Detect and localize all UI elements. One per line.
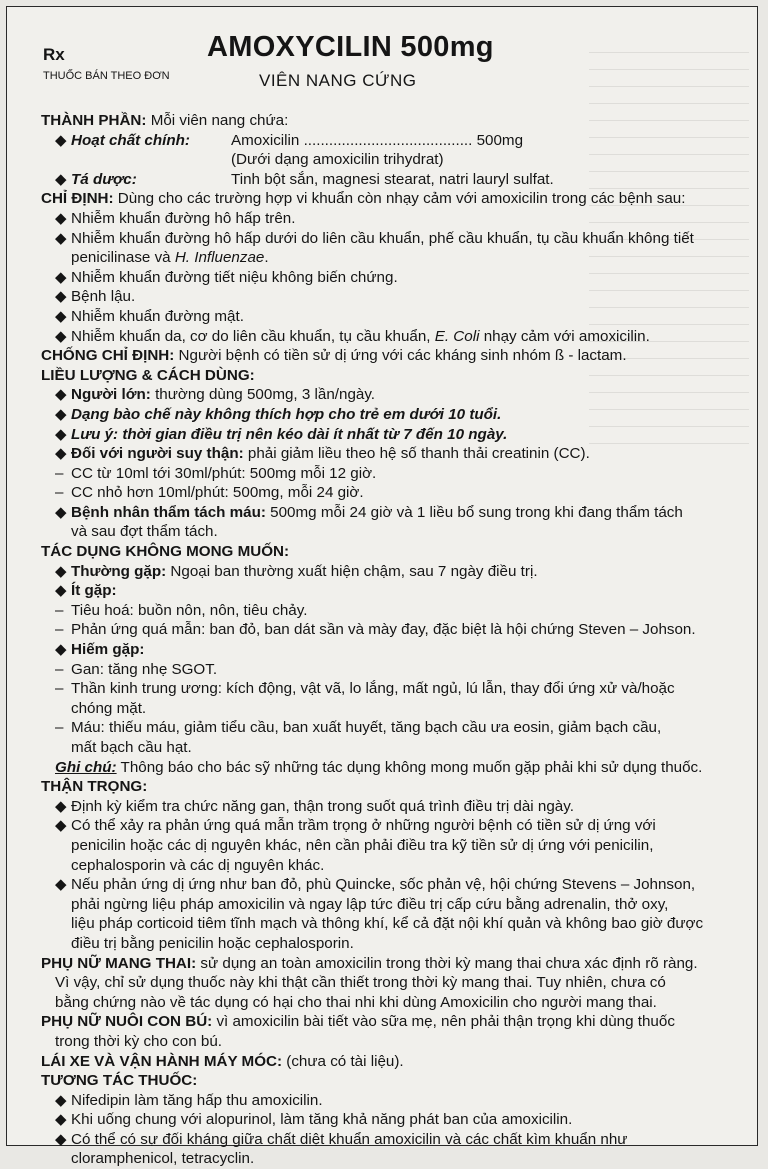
diamond-bullet-icon: ◆ <box>55 1091 67 1109</box>
indications-intro: Dùng cho các trường hợp vi khuẩn còn nhạy cảm với amoxicilin trong các bệnh sau: <box>113 190 686 208</box>
rx-mark: Rx <box>43 45 65 64</box>
diamond-bullet-icon: ◆ <box>55 288 67 306</box>
active-ingredient-label: Hoạt chất chính: <box>71 131 190 149</box>
driving-section: LÁI XE VÀ VẬN HÀNH MÁY MÓC: (chưa có tài liệu). <box>41 1052 404 1070</box>
diamond-bullet-icon: ◆ <box>55 425 67 443</box>
side-effect-item: – Phản ứng quá mẫn: ban đỏ, ban dát sần và mày đay, đặc biệt là hội chứng Steven – Johson. <box>55 621 696 639</box>
indications-heading: CHỈ ĐỊNH: <box>41 190 114 208</box>
excipient-label: Tá dược: <box>71 170 137 188</box>
diamond-bullet-icon: ◆ <box>55 268 67 286</box>
indication-item: ◆ Bệnh lậu. <box>55 288 136 306</box>
diamond-bullet-icon: ◆ <box>55 170 67 188</box>
driving-heading: LÁI XE VÀ VẬN HÀNH MÁY MÓC: <box>41 1052 283 1070</box>
indication-item: ◆ Nhiễm khuẩn đường mật. <box>55 307 244 325</box>
indication-item: ◆ Nhiễm khuẩn đường hô hấp dưới do liên cầu khuẩn, phế cầu khuẩn, tụ cầu khuẩn không tiết penicilinase và H. Influenzae. <box>55 229 694 267</box>
precaution-item: ◆ Định kỳ kiểm tra chức năng gan, thận trong suốt quá trình điều trị dài ngày. <box>55 797 574 815</box>
side-effect-item: – Thần kinh trung ương: kích động, vật vã, lo lắng, mất ngủ, lú lẫn, thay đổi ứng xử và/hoặc chóng mặt. <box>55 680 675 717</box>
active-ingredient-value: Amoxicilin ........................................ 500mg <box>231 131 524 149</box>
indication-item: ◆ Nhiễm khuẩn da, cơ do liên cầu khuẩn, tụ cầu khuẩn, E. Coli nhạy cảm với amoxicilin. <box>55 327 650 345</box>
side-effect-item: – Gan: tăng nhẹ SGOT. <box>55 660 218 678</box>
diamond-bullet-icon: ◆ <box>55 307 67 325</box>
contraindications-heading: CHỐNG CHỈ ĐỊNH: <box>41 347 175 365</box>
leaflet-sheet <box>6 6 758 1168</box>
diamond-bullet-icon: ◆ <box>55 1111 67 1129</box>
dosage-heading: LIỀU LƯỢNG & CÁCH DÙNG: <box>41 366 255 384</box>
leaflet-content <box>41 111 749 1169</box>
side-effects-uncommon: ◆ Ít gặp: <box>55 582 117 600</box>
dosage-adult: ◆ Người lớn: thường dùng 500mg, 3 lần/ngày. <box>55 386 376 404</box>
interactions-heading: TƯƠNG TÁC THUỐC: <box>41 1072 198 1090</box>
excipient-value: Tinh bột sắn, magnesi stearat, natri lauryl sulfat. <box>231 170 554 188</box>
dosage-cc-item: – CC từ 10ml tới 30ml/phút: 500mg mỗi 12 giờ. <box>55 464 377 482</box>
dosage-dialysis: ◆ Bệnh nhân thẩm tách máu: 500mg mỗi 24 giờ và 1 liều bổ sung trong khi đang thẩm tách và sau đợt thẩm tách. <box>55 503 683 541</box>
product-form: VIÊN NANG CỨNG <box>259 71 417 90</box>
pregnancy-text: Vì vậy, chỉ sử dụng thuốc này khi thật cần thiết trong thời kỳ mang thai. Tuy nhiên, chưa có bằng chứng nào về tác dụng có hại cho thai nhi khi dùng Amoxicilin cho người mang thai. <box>55 974 666 1011</box>
diamond-bullet-icon: ◆ <box>55 1130 67 1148</box>
composition-heading: THÀNH PHẦN: <box>41 112 147 129</box>
interaction-item: ◆ Có thể có sự đối kháng giữa chất diệt khuẩn amoxicilin và các chất kìm khuẩn như cloramphenicol, tetracyclin. <box>55 1130 628 1168</box>
diamond-bullet-icon: ◆ <box>55 641 67 659</box>
product-title: AMOXYCILIN 500mg <box>207 31 494 63</box>
active-ingredient-note: (Dưới dạng amoxicilin trihydrat) <box>231 151 444 169</box>
excipient-row <box>41 170 749 190</box>
diamond-bullet-icon: ◆ <box>55 503 67 521</box>
dosage-caution: ◆ Lưu ý: thời gian điều trị nên kéo dài ít nhất từ 7 đến 10 ngày. <box>55 425 508 443</box>
diamond-bullet-icon: ◆ <box>55 876 67 894</box>
breastfeeding-text: trong thời kỳ cho con bú. <box>55 1032 222 1050</box>
indication-item: ◆ Nhiễm khuẩn đường hô hấp trên. <box>55 209 296 227</box>
diamond-bullet-icon: ◆ <box>55 386 67 404</box>
indication-item: ◆ Nhiễm khuẩn đường tiết niệu không biến chứng. <box>55 268 398 286</box>
diamond-bullet-icon: ◆ <box>55 562 67 580</box>
diamond-bullet-icon: ◆ <box>55 405 67 423</box>
composition-section <box>41 111 749 131</box>
interaction-item: ◆ Khi uống chung với alopurinol, làm tăng khả năng phát ban của amoxicilin. <box>55 1111 573 1129</box>
pregnancy-heading: PHỤ NỮ MANG THAI: <box>41 954 197 972</box>
diamond-bullet-icon: ◆ <box>55 327 67 345</box>
precautions-heading: THẬN TRỌNG: <box>41 778 148 796</box>
contraindications-section <box>41 346 749 366</box>
precaution-item: ◆ Nếu phản ứng dị ứng như ban đỏ, phù Quincke, sốc phản vệ, hội chứng Stevens – Johnson, phải ngừng liệu pháp amoxicilin và ngay lập tức điều trị cấp cứu bằng adrenalin, thở oxy, liệu pháp corticoid tiêm tĩnh mạch và thông khí, kể cả đặt nội khí quản và không bao giờ được điều trị bằng penicilin hoặc cephalosporin. <box>55 876 704 952</box>
diamond-bullet-icon: ◆ <box>55 445 67 463</box>
side-effects-note: Ghi chú: Thông báo cho bác sỹ những tác dụng không mong muốn gặp phải khi sử dụng thuốc. <box>55 758 703 776</box>
composition-intro: Mỗi viên nang chứa: <box>146 112 289 129</box>
pregnancy-section: PHỤ NỮ MANG THAI: sử dụng an toàn amoxicilin trong thời kỳ mang thai chưa xác định rõ ràng. <box>41 954 698 972</box>
dosage-cc-item: – CC nhỏ hơn 10ml/phút: 500mg, mỗi 24 giờ. <box>55 484 364 502</box>
side-effects-common: ◆ Thường gặp: Ngoại ban thường xuất hiện chậm, sau 7 ngày điều trị. <box>55 562 538 580</box>
side-effect-item: – Tiêu hoá: buồn nôn, nôn, tiêu chảy. <box>55 601 308 619</box>
dosage-renal: ◆ Đối với người suy thận: phải giảm liều theo hệ số thanh thải creatinin (CC). <box>55 445 590 463</box>
diamond-bullet-icon: ◆ <box>55 229 67 247</box>
side-effects-heading: TÁC DỤNG KHÔNG MONG MUỐN: <box>41 543 290 561</box>
indications-section <box>41 189 749 209</box>
diamond-bullet-icon: ◆ <box>55 797 67 815</box>
side-effect-item: – Máu: thiếu máu, giảm tiểu cầu, ban xuất huyết, tăng bạch cầu ưa eosin, giảm bạch cầu, mất bạch cầu hạt. <box>55 719 662 756</box>
dosage-form-note: ◆ Dạng bào chế này không thích hợp cho trẻ em dưới 10 tuổi. <box>55 405 502 423</box>
active-ingredient-row <box>41 131 749 151</box>
contraindications-text: Người bệnh có tiền sử dị ứng với các kháng sinh nhóm ß - lactam. <box>174 347 627 365</box>
precaution-item: ◆ Có thể xảy ra phản ứng quá mẫn trầm trọng ở những người bệnh có tiền sử dị ứng với penicilin hoặc các dị nguyên khác, nên cần phải điều tra kỹ tiền sử dị ứng với penicilin, cephalosporin và các dị nguyên khác. <box>55 817 656 874</box>
diamond-bullet-icon: ◆ <box>55 209 67 227</box>
prescription-only-note: THUỐC BÁN THEO ĐƠN <box>43 70 170 82</box>
breastfeeding-heading: PHỤ NỮ NUÔI CON BÚ: <box>41 1013 213 1031</box>
interaction-item: ◆ Nifedipin làm tăng hấp thu amoxicilin. <box>55 1091 323 1109</box>
diamond-bullet-icon: ◆ <box>55 582 67 600</box>
side-effects-rare: ◆ Hiếm gặp: <box>55 641 145 659</box>
diamond-bullet-icon: ◆ <box>55 817 67 835</box>
breastfeeding-section: PHỤ NỮ NUÔI CON BÚ: vì amoxicilin bài tiết vào sữa mẹ, nên phải thận trọng khi dùng thuốc <box>41 1013 675 1031</box>
diamond-bullet-icon: ◆ <box>55 131 67 149</box>
